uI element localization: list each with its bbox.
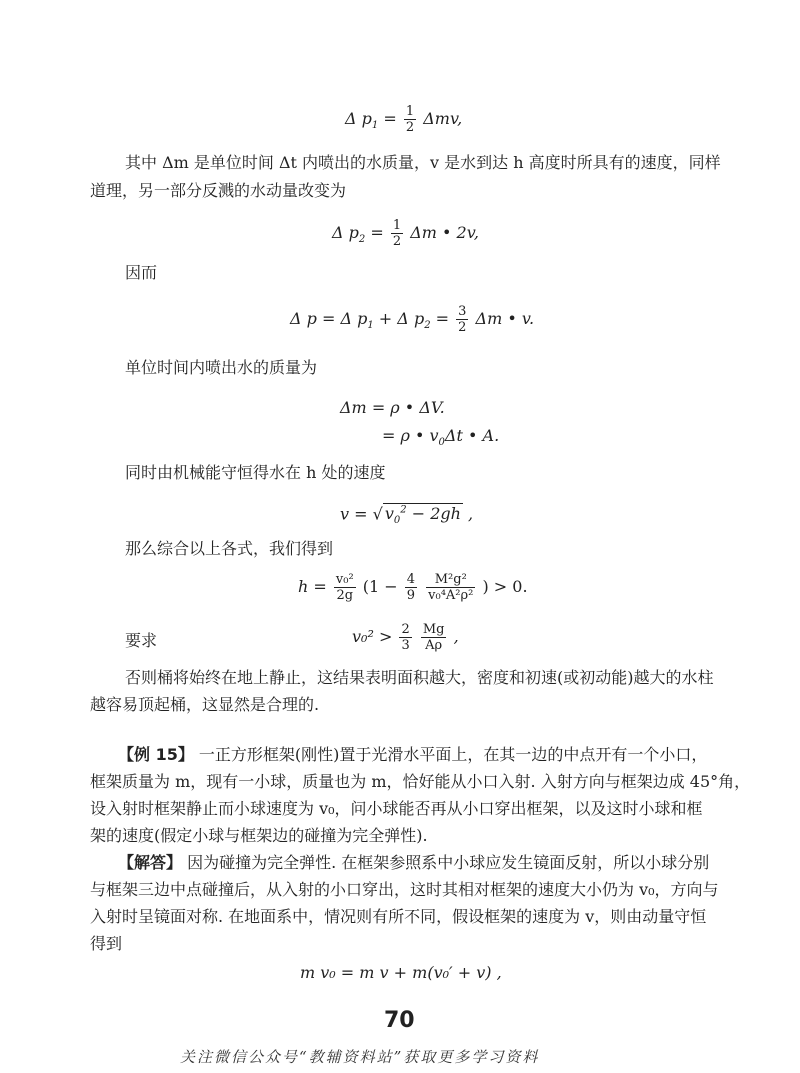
example-line: 【例 15】 一正方形框架(刚性)置于光滑水平面上，在其一边的中点开有一个小口，	[118, 745, 708, 764]
equation-3: Δ p = Δ $p_1 + \Delta$ $p_2$ = $\frac{3}{2}$ Δm • v.	[290, 304, 535, 335]
text-require: 要求	[125, 631, 158, 650]
text-energy: 同时由机械能守恒得水在 h 处的速度	[125, 463, 386, 482]
text-yin-er: 因而	[125, 263, 158, 282]
footer-watermark: 关注微信公众号“教辅资料站”获取更多学习资料	[180, 1048, 540, 1066]
solution-line: 【解答】 因为碰撞为完全弹性. 在框架参照系中小球应发生镜面反射，所以小球分别	[118, 853, 710, 872]
example-line: 设入射时框架静止而小球速度为 v₀，问小球能否再从小口穿出框架，以及这时小球和框	[90, 799, 703, 818]
solution-line: 得到	[90, 934, 123, 953]
equation-5: v = √ $v_0^2 - 2gh$ ,	[340, 504, 474, 527]
equation-8: m v₀ = m v + m(v₀′ + v) ,	[300, 963, 502, 982]
equation-4b: = ρ • $v_0\Delta t$ • A.	[382, 426, 500, 449]
equation-2: Δ $p_2$ = $\frac{1}{2}$ Δm • 2v,	[332, 218, 479, 249]
paragraph-line: 其中 Δm 是单位时间 Δt 内喷出的水质量，v 是水到达 h 高度时所具有的速度，同样	[125, 153, 721, 172]
paragraph-line: 越容易顶起桶，这显然是合理的.	[90, 695, 320, 714]
page-number: 70	[384, 1008, 415, 1033]
equation-4a: Δm = ρ • ΔV.	[340, 398, 445, 417]
equation-1: Δ $p_1$ = $\frac{1}{2}$ Δmv,	[345, 104, 463, 135]
example-line: 架的速度(假定小球与框架边的碰撞为完全弹性).	[90, 826, 428, 845]
example-tag: 【例 15】	[118, 745, 194, 764]
paragraph-line: 道理，另一部分反溅的水动量改变为	[90, 181, 347, 200]
text-mass: 单位时间内喷出水的质量为	[125, 358, 318, 377]
equation-6: h = $\frac{\text{v₀²}}{2g}$ (1 − $\frac{4}{9}$ $\frac{\text{M²g²}}{\text{v₀⁴A²ρ²}}$ ) > 0.	[298, 572, 528, 603]
solution-line: 与框架三边中点碰撞后，从入射的小口穿出，这时其相对框架的速度大小仍为 v₀，方向与	[90, 880, 719, 899]
text-combine: 那么综合以上各式，我们得到	[125, 539, 334, 558]
solution-tag: 【解答】	[118, 853, 183, 872]
equation-7: v₀² > $\frac{2}{3}$ $\frac{Mg}{A\rho}$ ,	[352, 622, 459, 653]
paragraph-line: 否则桶将始终在地上静止，这结果表明面积越大，密度和初速(或初动能)越大的水柱	[125, 668, 714, 687]
solution-line: 入射时呈镜面对称. 在地面系中，情况则有所不同，假设框架的速度为 v，则由动量守恒	[90, 907, 707, 926]
example-line: 框架质量为 m，现有一小球，质量也为 m，恰好能从小口入射. 入射方向与框架边成 45°角，	[90, 772, 751, 791]
